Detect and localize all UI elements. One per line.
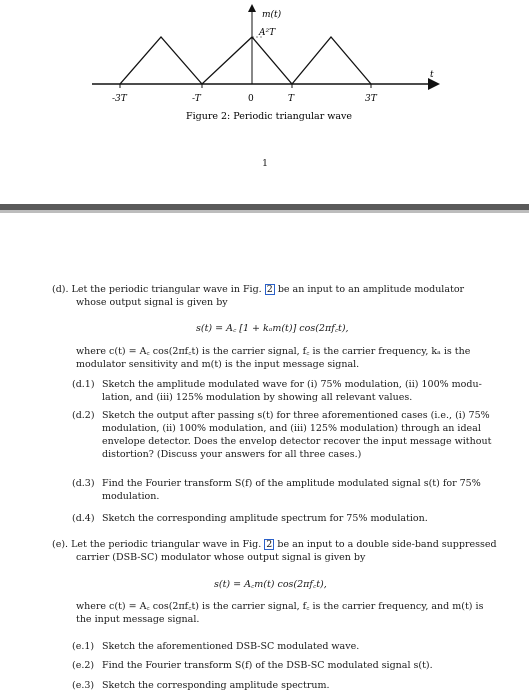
part-d-where: where c(t) = A꜀ cos(2πf꜀t) is the carrier signal, f꜀ is the carrier frequency, kₐ is the	[76, 346, 471, 357]
part-d-equation: s(t) = A꜀ [1 + kₐm(t)] cos(2πf꜀t),	[196, 323, 349, 334]
triangular-wave-figure	[0, 0, 529, 140]
item-text: Sketch the amplitude modulated wave for (i) 75% modulation, (ii) 100% modu-	[102, 379, 482, 390]
tick-label: 3T	[365, 94, 377, 104]
item-text: Sketch the corresponding amplitude spectrum for 75% modulation.	[102, 513, 428, 524]
part-e-intro: (e). Let the periodic triangular wave in Fig. 2 be an input to a double side-band suppressed	[52, 539, 497, 550]
item-label: (e.1)	[72, 641, 95, 652]
part-e-equation: s(t) = A꜀m(t) cos(2πf꜀t),	[214, 579, 327, 590]
item-label: (d.2)	[72, 410, 95, 421]
part-e-intro-cont: carrier (DSB-SC) modulator whose output signal is given by	[76, 552, 366, 563]
part-d-intro-cont: whose output signal is given by	[76, 297, 228, 308]
item-label: (e.2)	[72, 660, 95, 671]
item-label: (d.1)	[72, 379, 95, 390]
triangle-wave-curve	[120, 37, 371, 84]
item-label: (e.3)	[72, 680, 95, 691]
tick-label: -3T	[112, 94, 127, 104]
item-text: Find the Fourier transform S(f) of the DSB-SC modulated signal s(t).	[102, 660, 433, 671]
part-d-where-cont: modulator sensitivity and m(t) is the input message signal.	[76, 359, 360, 370]
peak-label: A²T	[259, 28, 276, 38]
y-axis-arrow	[248, 4, 256, 12]
part-d-intro: (d). Let the periodic triangular wave in Fig. 2 be an input to an amplitude modulator	[52, 284, 465, 295]
y-axis-label: m(t)	[262, 10, 282, 20]
item-label: (d.3)	[72, 478, 95, 489]
figure-reference-link[interactable]: 2	[266, 539, 273, 550]
item-text: lation, and (iii) 125% modulation by showing all relevant values.	[102, 392, 413, 403]
figure-caption: Figure 2: Periodic triangular wave	[186, 111, 353, 122]
x-axis-label: t	[430, 70, 434, 80]
item-text: Sketch the corresponding amplitude spectrum.	[102, 680, 330, 691]
part-e-where-cont: the input message signal.	[76, 614, 200, 625]
tick-label: -T	[192, 94, 201, 104]
item-text: modulation, (ii) 100% modulation, and (iii) 125% modulation) through an ideal	[102, 423, 481, 434]
item-text: Sketch the output after passing s(t) for three aforementioned cases (i.e., (i) 75%	[102, 410, 490, 421]
item-text: distortion? (Discuss your answers for all three cases.)	[102, 449, 362, 460]
item-text: Sketch the aforementioned DSB-SC modulated wave.	[102, 641, 360, 652]
page-number: 1	[262, 158, 269, 169]
item-text: envelope detector. Does the envelop detector recover the input message without	[102, 436, 492, 447]
tick-label: T	[288, 94, 295, 104]
figure-reference-link[interactable]: 2	[266, 284, 273, 295]
item-text: modulation.	[102, 491, 160, 502]
part-e-where: where c(t) = A꜀ cos(2πf꜀t) is the carrier signal, f꜀ is the carrier frequency, and m(t) is	[76, 601, 484, 612]
tick-label: 0	[248, 94, 254, 104]
page-separator-shadow	[0, 210, 529, 213]
item-text: Find the Fourier transform S(f) of the amplitude modulated signal s(t) for 75%	[102, 478, 481, 489]
item-label: (d.4)	[72, 513, 95, 524]
